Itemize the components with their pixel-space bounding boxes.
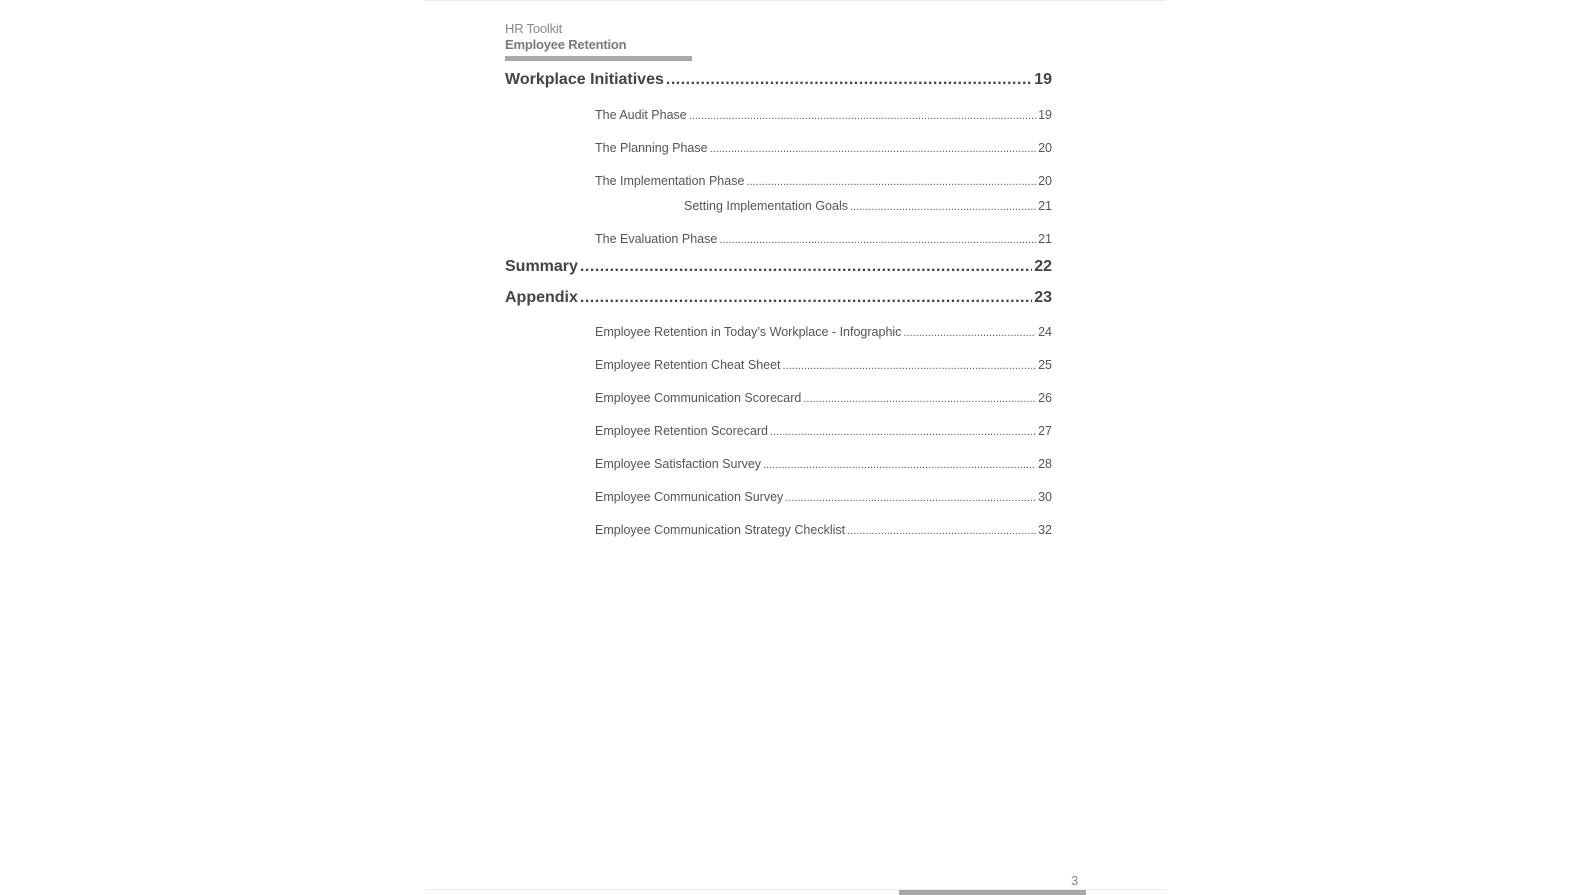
toc-entry-page: 32 [1038, 523, 1052, 537]
toc-dot-leader [746, 176, 1036, 188]
toc-entry-evaluation-phase[interactable] [595, 232, 1052, 246]
toc-entry-communication-strategy-checklist[interactable] [595, 523, 1052, 537]
toc-entry-label: Employee Retention in Today’s Workplace - Infographic [595, 325, 902, 339]
toc-entry-label: Employee Communication Survey [595, 490, 784, 504]
toc-entry-appendix[interactable] [505, 289, 1052, 307]
header-document-title: Employee Retention [505, 37, 627, 52]
toc-dot-leader [847, 525, 1036, 537]
toc-entry-label: The Planning Phase [595, 141, 708, 155]
toc-dot-leader [783, 360, 1037, 372]
toc-entry-page: 30 [1038, 490, 1052, 504]
toc-entry-page: 21 [1038, 232, 1052, 246]
toc-entry-page: 21 [1038, 199, 1052, 213]
toc-entry-satisfaction-survey[interactable] [595, 457, 1052, 471]
toc-entry-page: 23 [1034, 289, 1052, 306]
toc-dot-leader [580, 289, 1032, 307]
toc-entry-label: Employee Retention Scorecard [595, 424, 769, 438]
toc-entry-page: 19 [1038, 108, 1052, 122]
toc-dot-leader [580, 258, 1032, 276]
toc-entry-label: Employee Communication Strategy Checklist [595, 523, 846, 537]
toc-entry-audit-phase[interactable] [595, 108, 1052, 122]
toc-entry-label: Employee Communication Scorecard [595, 391, 802, 405]
toc-entry-page: 28 [1038, 457, 1052, 471]
toc-dot-leader [785, 492, 1036, 504]
toc-entry-page: 20 [1038, 141, 1052, 155]
toc-dot-leader [666, 71, 1032, 89]
toc-entry-label: Employee Satisfaction Survey [595, 457, 762, 471]
toc-entry-page: 27 [1038, 424, 1052, 438]
toc-entry-setting-implementation-goals[interactable] [684, 199, 1052, 213]
toc-entry-workplace-initiatives[interactable] [505, 71, 1052, 89]
toc-dot-leader [770, 426, 1036, 438]
toc-entry-planning-phase[interactable] [595, 141, 1052, 155]
toc-entry-retention-scorecard[interactable] [595, 424, 1052, 438]
toc-entry-page: 24 [1038, 325, 1052, 339]
toc-dot-leader [903, 327, 1036, 339]
toc-dot-leader [710, 143, 1037, 155]
toc-entry-label: Appendix [505, 289, 578, 306]
toc-entry-label: Summary [505, 258, 578, 275]
toc-entry-summary[interactable] [505, 258, 1052, 276]
toc-entry-communication-scorecard[interactable] [595, 391, 1052, 405]
toc-entry-retention-cheat-sheet[interactable] [595, 358, 1052, 372]
toc-entry-page: 26 [1038, 391, 1052, 405]
toc-dot-leader [689, 110, 1036, 122]
toc-entry-page: 19 [1034, 71, 1052, 88]
toc-entry-label: Setting Implementation Goals [684, 199, 848, 213]
toc-dot-leader [719, 234, 1036, 246]
toc-entry-implementation-phase[interactable] [595, 174, 1052, 188]
toc-entry-label: Employee Retention Cheat Sheet [595, 358, 781, 372]
toc-entry-communication-survey[interactable] [595, 490, 1052, 504]
toc-dot-leader [763, 459, 1036, 471]
toc-entry-label: The Evaluation Phase [595, 232, 718, 246]
toc-entry-label: Workplace Initiatives [505, 71, 664, 88]
toc-dot-leader [803, 393, 1036, 405]
toc-entry-page: 25 [1038, 358, 1052, 372]
toc-entry-retention-infographic[interactable] [595, 325, 1052, 339]
toc-entry-page: 22 [1034, 258, 1052, 275]
footer-page-number: 3 [1071, 873, 1079, 888]
toc-dot-leader [850, 201, 1036, 213]
toc-entry-page: 20 [1038, 174, 1052, 188]
header-toolkit-label: HR Toolkit [505, 21, 563, 36]
toc-entry-label: The Implementation Phase [595, 174, 745, 188]
toc-entry-label: The Audit Phase [595, 108, 687, 122]
